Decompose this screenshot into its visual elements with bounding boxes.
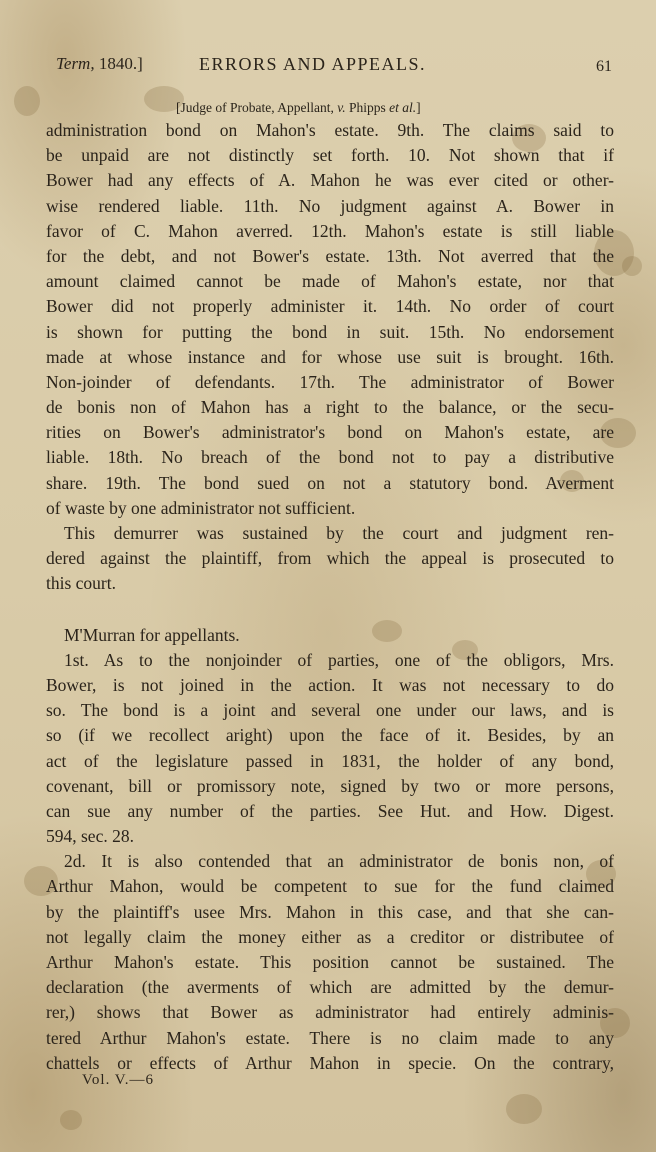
page-number: 61 bbox=[596, 58, 612, 75]
text-line: Non-joinder of defendants. 17th. The administrator of Bower bbox=[46, 371, 614, 392]
counsel-line: M'Murran for appellants. bbox=[64, 624, 240, 645]
text-line: Bower did not properly administer it. 14th. No order of court bbox=[46, 296, 614, 317]
text-line: not legally claim the money either as a creditor or distributee of bbox=[46, 926, 614, 947]
text-line: tered Arthur Mahon's estate. There is no claim made to any bbox=[46, 1027, 614, 1048]
text-line: 2d. It is also contended that an administrator de bonis non, of bbox=[64, 851, 614, 872]
text-line: Bower had any effects of A. Mahon he was ever cited or other- bbox=[46, 170, 614, 191]
text-line: favor of C. Mahon averred. 12th. Mahon's estate is still liable bbox=[46, 220, 614, 241]
text-line: can sue any number of the parties. See Hut. and How. Digest. bbox=[46, 800, 614, 821]
text-line: liable. 18th. No breach of the bond not to pay a distributive bbox=[46, 447, 614, 468]
text-line: this court. bbox=[46, 573, 116, 594]
text-line: so (if we recollect aright) upon the face of it. Besides, by an bbox=[46, 725, 614, 746]
text-line: by the plaintiff's usee Mrs. Mahon in this case, and that she can- bbox=[46, 901, 614, 922]
text-line: of waste by one administrator not sufficient. bbox=[46, 497, 356, 518]
page-title: ERRORS AND APPEALS. bbox=[199, 54, 427, 74]
text-line: chattels or effects of Arthur Mahon in specie. On the contrary, bbox=[46, 1052, 614, 1073]
text-line: Arthur Mahon, would be competent to sue for the fund claimed bbox=[46, 876, 614, 897]
page-body bbox=[46, 118, 614, 1076]
case-caption: [Judge of Probate, Appellant, v. Phipps et al.] bbox=[176, 100, 421, 115]
text-line: share. 19th. The bond sued on not a statutory bond. Averment bbox=[46, 472, 614, 493]
text-line: covenant, bill or promissory note, signed by two or more persons, bbox=[46, 775, 614, 796]
text-line: rer,) shows that Bower as administrator had entirely adminis- bbox=[46, 1002, 614, 1023]
text-line: made at whose instance and for whose use suit is brought. 16th. bbox=[46, 346, 614, 367]
text-line: be unpaid are not distinctly set forth. 10. Not shown that if bbox=[46, 145, 614, 166]
text-line: 1st. As to the nonjoinder of parties, one of the obligors, Mrs. bbox=[64, 649, 614, 670]
text-line: rities on Bower's administrator's bond on Mahon's estate, are bbox=[46, 422, 614, 443]
signature-mark: Vol. V.—6 bbox=[82, 1072, 154, 1088]
term-label: Term, 1840.] bbox=[56, 54, 143, 73]
text-line: This demurrer was sustained by the court and judgment ren- bbox=[64, 523, 614, 543]
text-line: so. The bond is a joint and several one under our laws, and is bbox=[46, 700, 614, 721]
text-line: de bonis non of Mahon has a right to the balance, or the secu- bbox=[46, 397, 614, 418]
running-header bbox=[56, 54, 616, 80]
text-line: is shown for putting the bond in suit. 15th. No endorsement bbox=[46, 321, 614, 342]
text-line: Arthur Mahon's estate. This position cannot be sustained. The bbox=[46, 952, 614, 972]
text-line: 594, sec. 28. bbox=[46, 826, 134, 847]
text-line: administration bond on Mahon's estate. 9th. The claims said to bbox=[46, 120, 614, 140]
text-line: for the debt, and not Bower's estate. 13th. Not averred that the bbox=[46, 245, 614, 266]
text-line: amount claimed cannot be made of Mahon's estate, nor that bbox=[46, 271, 614, 292]
text-line: declaration (the averments of which are admitted by the demur- bbox=[46, 977, 614, 998]
text-line: Bower, is not joined in the action. It was not necessary to do bbox=[46, 674, 614, 695]
text-line: dered against the plaintiff, from which the appeal is prosecuted to bbox=[46, 548, 614, 569]
text-line: act of the legislature passed in 1831, the holder of any bond, bbox=[46, 750, 614, 771]
text-line: wise rendered liable. 11th. No judgment against A. Bower in bbox=[46, 195, 614, 216]
